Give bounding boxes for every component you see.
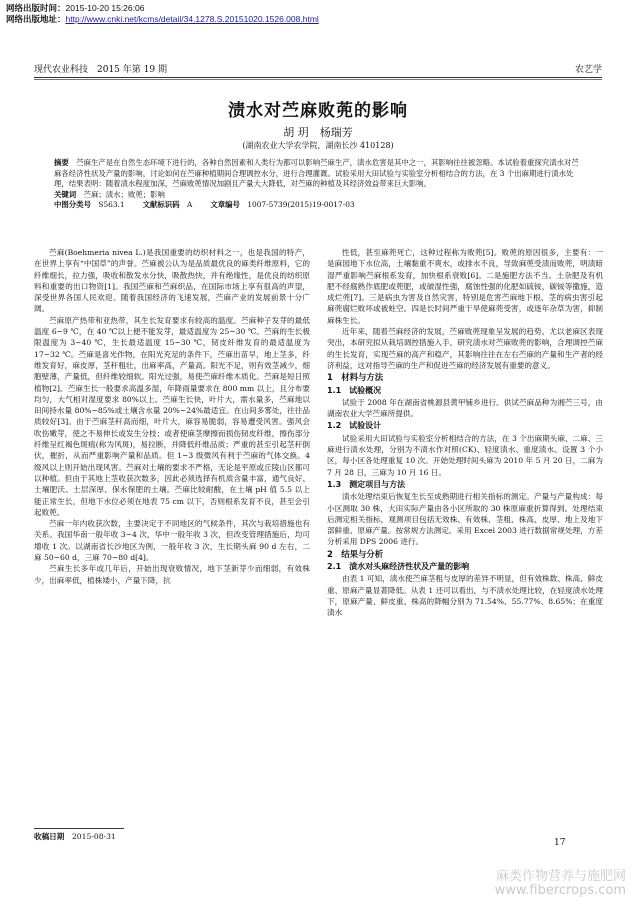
section-name: 农艺学 [574, 65, 602, 75]
body-paragraph: 苎麻生长多年或几年后，开始出现衰败情况，地下茎新芽少而细弱，有效株少，出麻率低，植株矮小，产量下降，抗 [34, 564, 310, 585]
section-heading: 1 材料与方法 [327, 372, 384, 383]
body-paragraph: 苎麻原产热带和亚热带，其生长发育要求有较高的温度。苎麻种子发芽的最低温度 6~9 ℃，在 40 ℃以上便不能发芽，最适温度为 25~30 ℃。苎麻的生长极限温度为 3~40 ℃，生长最适温度 15~30 ℃，韧皮纤维发育的最适温度为 17~32 ℃。苎麻是喜光作物，在阳光充足的条件下，苎麻出苗早，地上茎多，纤维发育好，麻皮厚，茎秆粗壮，出麻率高，产量高。阳光不足，则有效茎减少，细胞壁薄，产量低，但纤维较细软。阳光过强，易使苎麻纤维木质化。苎麻是短日照植物[2]。苎麻生长一般要求高温多湿，年降雨量要求在 800 mm 以上，且分布要均匀，大气相对湿度要求 80%以上。苎麻生长快，叶片大，需水量多，苎麻地以田间持水量 80%~85%或土壤含水量 20%~24%最适宜。在山间多雾处，往往品质较好[3]。由于苎麻茎秆高而细，叶片大，麻容易脆弱，容易遭受风害。强风会吹伤嫩芽，使之不易伸长或发生分枝；或者使麻茎摩擦而损伤韧皮纤维，擦伤部分纤维呈红褐色斑痕(称为风斑)，易拉断，并降低纤维品质；严重的甚至引起茎秆倒伏，摧折，从而严重影响产量和品质。但 1~3 级微风有利于苎麻的气体交换。4 级风以上则开始出现风害。苎麻对土壤的要求不严格，无论是平原或丘陵山区都可以种植。但由于其地上茎收获次数多，因此必须选择有机质含量丰富，通气良好、土壤肥沃、土层深厚、保水保肥的土壤。苎麻比较耐酸，在土壤 pH 值 5.5 以上能正常生长，但地下水位必须在地表 75 cm 以下，否则根系发育不良，甚至会引起败蔸。 [34, 315, 310, 517]
body-paragraph: 近年来，随着苎麻经济的发展，苎麻败蔸现象呈发展的趋势。尤以老麻区表现突出，本研究拟从栽培调控措施入手，研究渍水对苎麻败蔸的影响，合理调控苎麻的生长发育，实现苎麻的高产和稳产，其影响往往在左右苎麻的产量和生产者的经济利益，这对指导苎麻的生产和促进苎麻的经济发展有重要的意义。 [327, 327, 603, 370]
subsection-heading: 1.3 测定项目与方法 [327, 479, 406, 489]
publish-address-link[interactable]: http://www.cnki.net/kcms/detail/34.1278.S.20151020.1526.008.html [65, 14, 319, 24]
clc-label: 中图分类号 [54, 200, 91, 209]
body-paragraph: 苎麻一年内收获次数，主要决定于不同地区的气候条件，其次与栽培措施也有关系。我国华南一般年收 3~4 次，华中一般年收 3 次，但改变管理措施后，均可增收 1 次。以湖南省长沙地区为例，一般年收 3 次，生长期头麻 90 d 左右，二麻 50~60 d，三麻 70~80 d[4]。 [34, 519, 310, 563]
affiliation: (湖南农业大学农学院，湖南长沙 410128) [242, 141, 394, 150]
abstract-block [54, 158, 582, 211]
article-title: 渍水对苎麻败蔸的影响 [228, 101, 408, 121]
clc-value: S563.1 [98, 200, 125, 209]
page-number: 17 [554, 838, 566, 848]
body-paragraph: 性低，甚至麻蔸死亡，这种过程称为败蔸[5]。败蔸的原因很多，主要有：一是麻园地下水位高，土壤黏重不爽水，或排水不良，导致麻蔸受渍而败蔸，明渍暗湿严重影响苎麻根系发育，加快根系衰败[6]。二是施肥方法不当。土杂肥及有机肥不经腐熟作底肥或蔸肥，或破湿性强，腐蚀性强的化肥如硫铵，碳铵等撒施，造成烂蔸[7]。三是病虫为害及自然灾害，特别是危害苎麻地下根、茎的病虫害引起麻蔸腐烂败坏或被蛀空。四是长时间严重干旱使麻蔸受害，或逐年杂草为害，抑制麻株生长。 [327, 248, 603, 325]
keywords-line [54, 190, 582, 201]
right-column [327, 247, 603, 619]
abstract-label: 摘要 [54, 158, 69, 167]
doc-code-label: 文献标识码 [142, 200, 180, 209]
body-paragraph: 苎麻(Boehmeria nivea L.)是我国重要的纺织材料之一，也是我国的特产，在世界上享有“中国草”的声誉。苎麻被公认为是品质最优良的麻类纤维原料，它的纤维细长，拉力强，吸收和散发水分快，吸散热快，并有绝缘性，是优良的纺织原料和重要的出口物资[1]。我国苎麻和苎麻织品，在国际市场上享有很高的声望，深受世界各国人民欢迎。随着我国经济的飞速发展，苎麻产业的发展前景十分广阔。 [34, 248, 310, 314]
watermark-line: www.fibercrops.com [494, 883, 626, 898]
abstract-text: 苎麻生产是在自然生态环境下进行的，各种自然因素和人类行为都可以影响苎麻生产，渍水危害是其中之一，其影响往往被忽略。本试验着重探究渍水对苎麻各经济性状及产量的影响，讨论如何在苎麻种植期间合理调控水分，进行合理灌溉。试验采用大田试验与实验室分析相结合的方法，在 3 个出麻期进行渍水处理，结果表明：随着渍水程度加深，苎麻败蔸情况加剧且产量大大降低，对苎麻的种植及其经济效益带来巨大影响。 [54, 158, 579, 188]
network-publish-info [6, 3, 319, 25]
header-rule [34, 77, 602, 78]
body-paragraph: 渍水处理结束后恢复生长至成熟期进行相关指标的测定。产量与产量构成：每小区测取 30 株，大田实际产量由各小区所取的 30 株原麻重折算得到。处理结束后测定相关指标，观测项目包括无效株、有效株、茎粗、株高、皮厚、地上及地下部鲜重、原麻产量。按常规方法测定。采用 Excel 2003 进行数据常规处理，方差分析采用 DPS 2006 进行。 [327, 492, 603, 547]
keywords: 苎麻；渍水；败蔸；影响 [83, 189, 165, 199]
subsection-heading: 1.2 试验设计 [327, 421, 382, 431]
body-paragraph: 试验采用大田试验与实验室分析相结合的方法，在 3 个出麻期头麻、二麻、三麻进行渍水处理，分别为不渍水作对照(CK)、轻度渍水、重度渍水。设置 3 个小区，每小区各处理重复 10 次。开始处理时间头麻为 2010 年 5 月 20 日，二麻为 7 月 28 日，三麻为 10 月 16 日。 [327, 433, 603, 477]
publish-time-label: 网络出版时间： [6, 3, 66, 13]
body-paragraph: 由表 1 可知，渍水使苎麻茎粗与皮厚的差异不明显，但有效株数、株高、鲜皮重、原麻产量显著降低。从表 1 还可以看出，与不渍水处理比较，在轻度渍水处理下，原麻产量、鲜皮重、株高的降幅分别为 71.54%、55.77%、8.65%；在重度渍水 [327, 574, 603, 618]
publish-time-value: 2015-10-20 15:26:06 [65, 3, 145, 13]
classification-line [54, 200, 582, 211]
watermark-line: 麻类作物营养与施肥网 [495, 869, 626, 884]
publish-address-label: 网络出版地址： [6, 14, 66, 24]
subsection-heading: 1.1 试验概况 [327, 385, 382, 395]
footnote-rule [34, 828, 124, 829]
article-number-value: 1007-5739(2015)19-0017-03 [247, 200, 355, 209]
received-label: 收稿日期 [34, 832, 65, 841]
doc-code-value: A [186, 200, 193, 209]
subsection-heading: 2.1 渍水对头麻经济性状及产量的影响 [327, 562, 470, 572]
header-rule-thin [34, 79, 602, 80]
section-heading: 2 结果与分析 [327, 548, 384, 559]
abstract-paragraph [54, 158, 582, 190]
running-header [34, 61, 602, 75]
keywords-label: 关键词 [54, 189, 77, 199]
received-date: 2015-08-31 [71, 832, 116, 841]
journal-info: 现代农业科技 2015 年第 19 期 [34, 65, 167, 75]
site-watermark [495, 870, 626, 898]
left-column [34, 247, 310, 586]
received-date-line [34, 831, 116, 842]
article-number-label: 文章编号 [210, 200, 240, 209]
authors: 胡 玥 杨瑞芳 [283, 126, 353, 139]
body-paragraph: 试验于 2008 年在湖南省桃源县黄甲铺乡进行。供试苎麻品种为湘苎三号，由湖南农业大学苎麻所提供。 [327, 397, 603, 419]
